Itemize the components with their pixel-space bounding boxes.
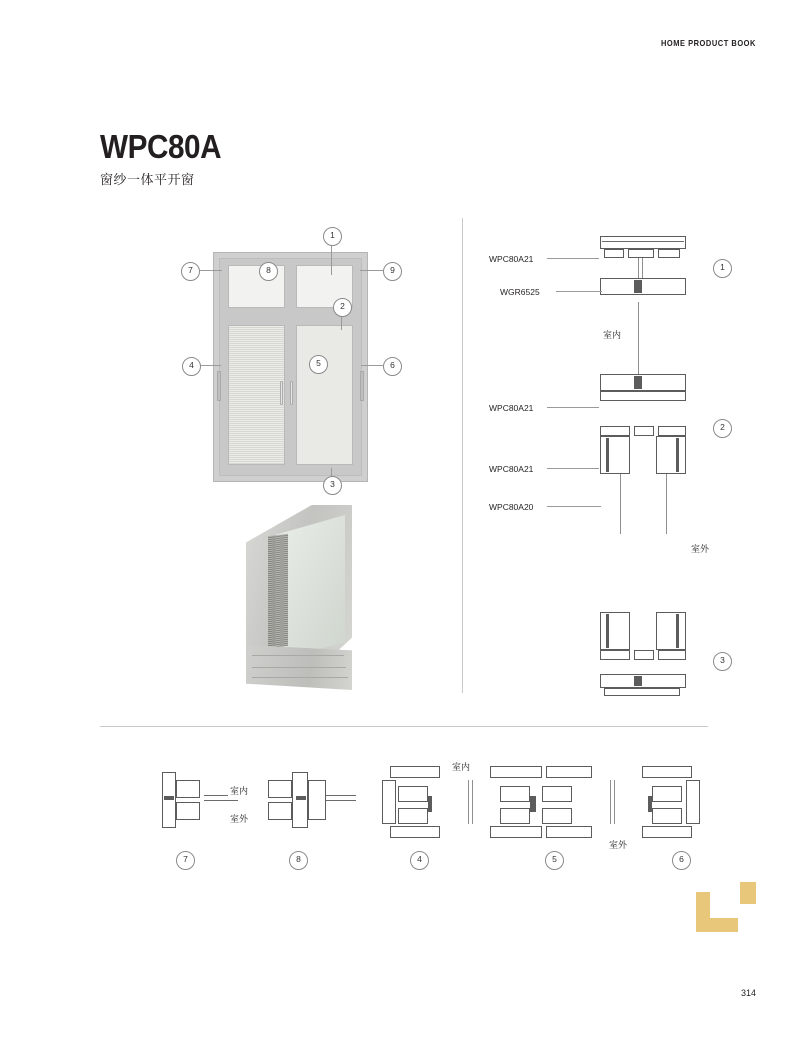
glazing-line-4: [472, 780, 473, 824]
corner-assembly-photo: [238, 505, 360, 690]
bottom-callout-5: 5: [545, 851, 564, 870]
profile-thermal-break: [634, 676, 642, 686]
profile-mullion-8-tl: [268, 780, 292, 798]
window-hinge-right: [360, 371, 364, 401]
glazing-line-8: [326, 800, 356, 801]
bottom-callout-6: 6: [672, 851, 691, 870]
profile-sill-bottom-right: [658, 650, 686, 660]
leader-callout-2: [341, 315, 342, 330]
indoor-label-1: 室内: [601, 328, 623, 341]
section-callout-2: 2: [713, 419, 732, 438]
page-number: 314: [740, 988, 756, 998]
profile-6-mid-bot: [652, 808, 682, 824]
profile-outer-head: [600, 236, 686, 249]
profile-6-right: [686, 780, 700, 824]
glazing-line: [642, 258, 643, 278]
callout-3: 3: [323, 476, 342, 495]
profile-sash-right: [656, 436, 686, 474]
profile-sash-mid-top: [600, 374, 686, 391]
profile-jamb-7: [162, 772, 176, 828]
profile-gasket-7: [164, 796, 174, 800]
profile-head-mid: [628, 249, 654, 258]
profile-4-top: [390, 766, 440, 778]
glazing-line-6: [614, 780, 615, 824]
profile-head-right: [658, 249, 680, 258]
footer-mark-bottom-bar: [696, 918, 738, 932]
dimension-line: [638, 302, 639, 374]
profile-6-bottom: [642, 826, 692, 838]
bottom-section-7: [162, 772, 204, 832]
profile-frame-mid: [600, 391, 686, 401]
corner-detail-line: [252, 677, 348, 678]
profile-gasket-6: [648, 796, 652, 812]
callout-7: 7: [181, 262, 200, 281]
bottom-callout-4: 4: [410, 851, 429, 870]
profile-gasket-5: [530, 796, 536, 812]
profile-gasket-4: [428, 796, 432, 812]
profile-5-top-left: [490, 766, 542, 778]
section-detail-1: [598, 236, 688, 302]
section-detail-3: [598, 612, 708, 702]
glazing-line: [638, 258, 639, 278]
profile-5-bot-right: [546, 826, 592, 838]
profile-5-top-right: [546, 766, 592, 778]
page-title: WPC80A: [100, 128, 222, 165]
window-pane-bottom-left-screen: [228, 325, 285, 465]
indoor-label-bottom: 室内: [228, 784, 250, 797]
profile-sash-left: [600, 436, 630, 474]
glazing-line: [666, 474, 667, 534]
leader-profile-2: [556, 291, 602, 292]
vertical-divider: [462, 218, 463, 693]
profile-gasket: [606, 614, 609, 648]
page-subtitle: 窗纱一体平开窗: [100, 172, 195, 188]
profile-sill-bottom-left: [600, 650, 630, 660]
bottom-callout-8: 8: [289, 851, 308, 870]
profile-frame-top-mid: [634, 426, 654, 436]
corner-insect-screen: [268, 534, 288, 648]
glazing-line-7: [204, 800, 238, 801]
profile-label-wpc80a21-2: WPC80A21: [489, 403, 534, 413]
glazing-line-4: [468, 780, 469, 824]
outdoor-label-1: 室外: [689, 542, 711, 555]
glazing-line-6: [610, 780, 611, 824]
leader-profile-3: [547, 407, 599, 408]
profile-sash-head: [600, 278, 686, 295]
profile-4-left: [382, 780, 396, 824]
callout-4: 4: [182, 357, 201, 376]
profile-thermal-break: [634, 280, 642, 293]
profile-line: [602, 241, 684, 242]
profile-5-bot-left: [490, 826, 542, 838]
window-pane-bottom-right-glass: [296, 325, 353, 465]
glazing-line: [620, 474, 621, 534]
profile-label-wpc80a21-3: WPC80A21: [489, 464, 534, 474]
callout-2: 2: [333, 298, 352, 317]
callout-9: 9: [383, 262, 402, 281]
bottom-section-6: [620, 766, 700, 838]
profile-sill-sash-left: [600, 612, 630, 650]
leader-profile-1: [547, 258, 599, 259]
leader-callout-4: [199, 365, 221, 366]
bottom-section-5: [480, 766, 598, 838]
corner-detail-line: [252, 667, 346, 668]
profile-sash-7-bot: [176, 802, 200, 820]
section-detail-2: [598, 374, 718, 494]
outdoor-label-bottom-center: 室外: [607, 838, 629, 851]
window-elevation-render: [213, 252, 368, 482]
profile-sill-frame: [600, 674, 686, 688]
profile-sash-7-top: [176, 780, 200, 798]
profile-head-left: [604, 249, 624, 258]
callout-8: 8: [259, 262, 278, 281]
section-callout-3: 3: [713, 652, 732, 671]
profile-thermal-break: [634, 376, 642, 389]
profile-6-top: [642, 766, 692, 778]
page-title-block: [100, 130, 235, 188]
profile-5-mid-tr: [542, 786, 572, 802]
profile-gasket: [676, 614, 679, 648]
profile-mullion-8-center: [292, 772, 308, 828]
bottom-section-8: [268, 772, 328, 832]
profile-sill-bottom-mid: [634, 650, 654, 660]
profile-mullion-8-bl: [268, 802, 292, 820]
footer-mark-top-block: [740, 882, 756, 904]
corner-detail-line: [252, 655, 344, 656]
outdoor-label-bottom: 室外: [228, 812, 250, 825]
window-handle-left: [280, 381, 283, 405]
header-book-label: HOME PRODUCT BOOK: [661, 38, 756, 48]
window-handle-right: [290, 381, 293, 405]
profile-frame-top-right: [658, 426, 686, 436]
profile-frame-top-left: [600, 426, 630, 436]
profile-gasket: [606, 438, 609, 472]
section-callout-1: 1: [713, 259, 732, 278]
profile-6-mid-top: [652, 786, 682, 802]
bottom-section-4: [382, 766, 462, 838]
indoor-label-bottom-center: 室内: [450, 760, 472, 773]
horizontal-divider: [100, 726, 708, 727]
profile-label-wpc80a21-1: WPC80A21: [489, 254, 534, 264]
profile-gasket-8: [296, 796, 306, 800]
callout-5: 5: [309, 355, 328, 374]
footer-decorative-mark: [696, 882, 756, 932]
profile-5-mid-br: [542, 808, 572, 824]
leader-profile-5: [547, 506, 601, 507]
profile-label-wpc80a20: WPC80A20: [489, 502, 534, 512]
profile-label-wgr6525: WGR6525: [500, 287, 540, 297]
profile-5-mid-tl: [500, 786, 530, 802]
profile-sill-outer: [604, 688, 680, 696]
profile-sill-sash-right: [656, 612, 686, 650]
bottom-callout-7: 7: [176, 851, 195, 870]
window-hinge-left: [217, 371, 221, 401]
leader-profile-4: [547, 468, 599, 469]
leader-callout-6: [361, 365, 383, 366]
profile-mullion-8-right: [308, 780, 326, 820]
profile-4-mid-top: [398, 786, 428, 802]
leader-callout-1: [331, 243, 332, 275]
profile-5-mid-bl: [500, 808, 530, 824]
profile-4-bottom: [390, 826, 440, 838]
callout-6: 6: [383, 357, 402, 376]
profile-gasket: [676, 438, 679, 472]
profile-4-mid-bot: [398, 808, 428, 824]
callout-1: 1: [323, 227, 342, 246]
leader-callout-9: [360, 270, 383, 271]
leader-callout-7: [198, 270, 222, 271]
glazing-line-8: [326, 795, 356, 796]
